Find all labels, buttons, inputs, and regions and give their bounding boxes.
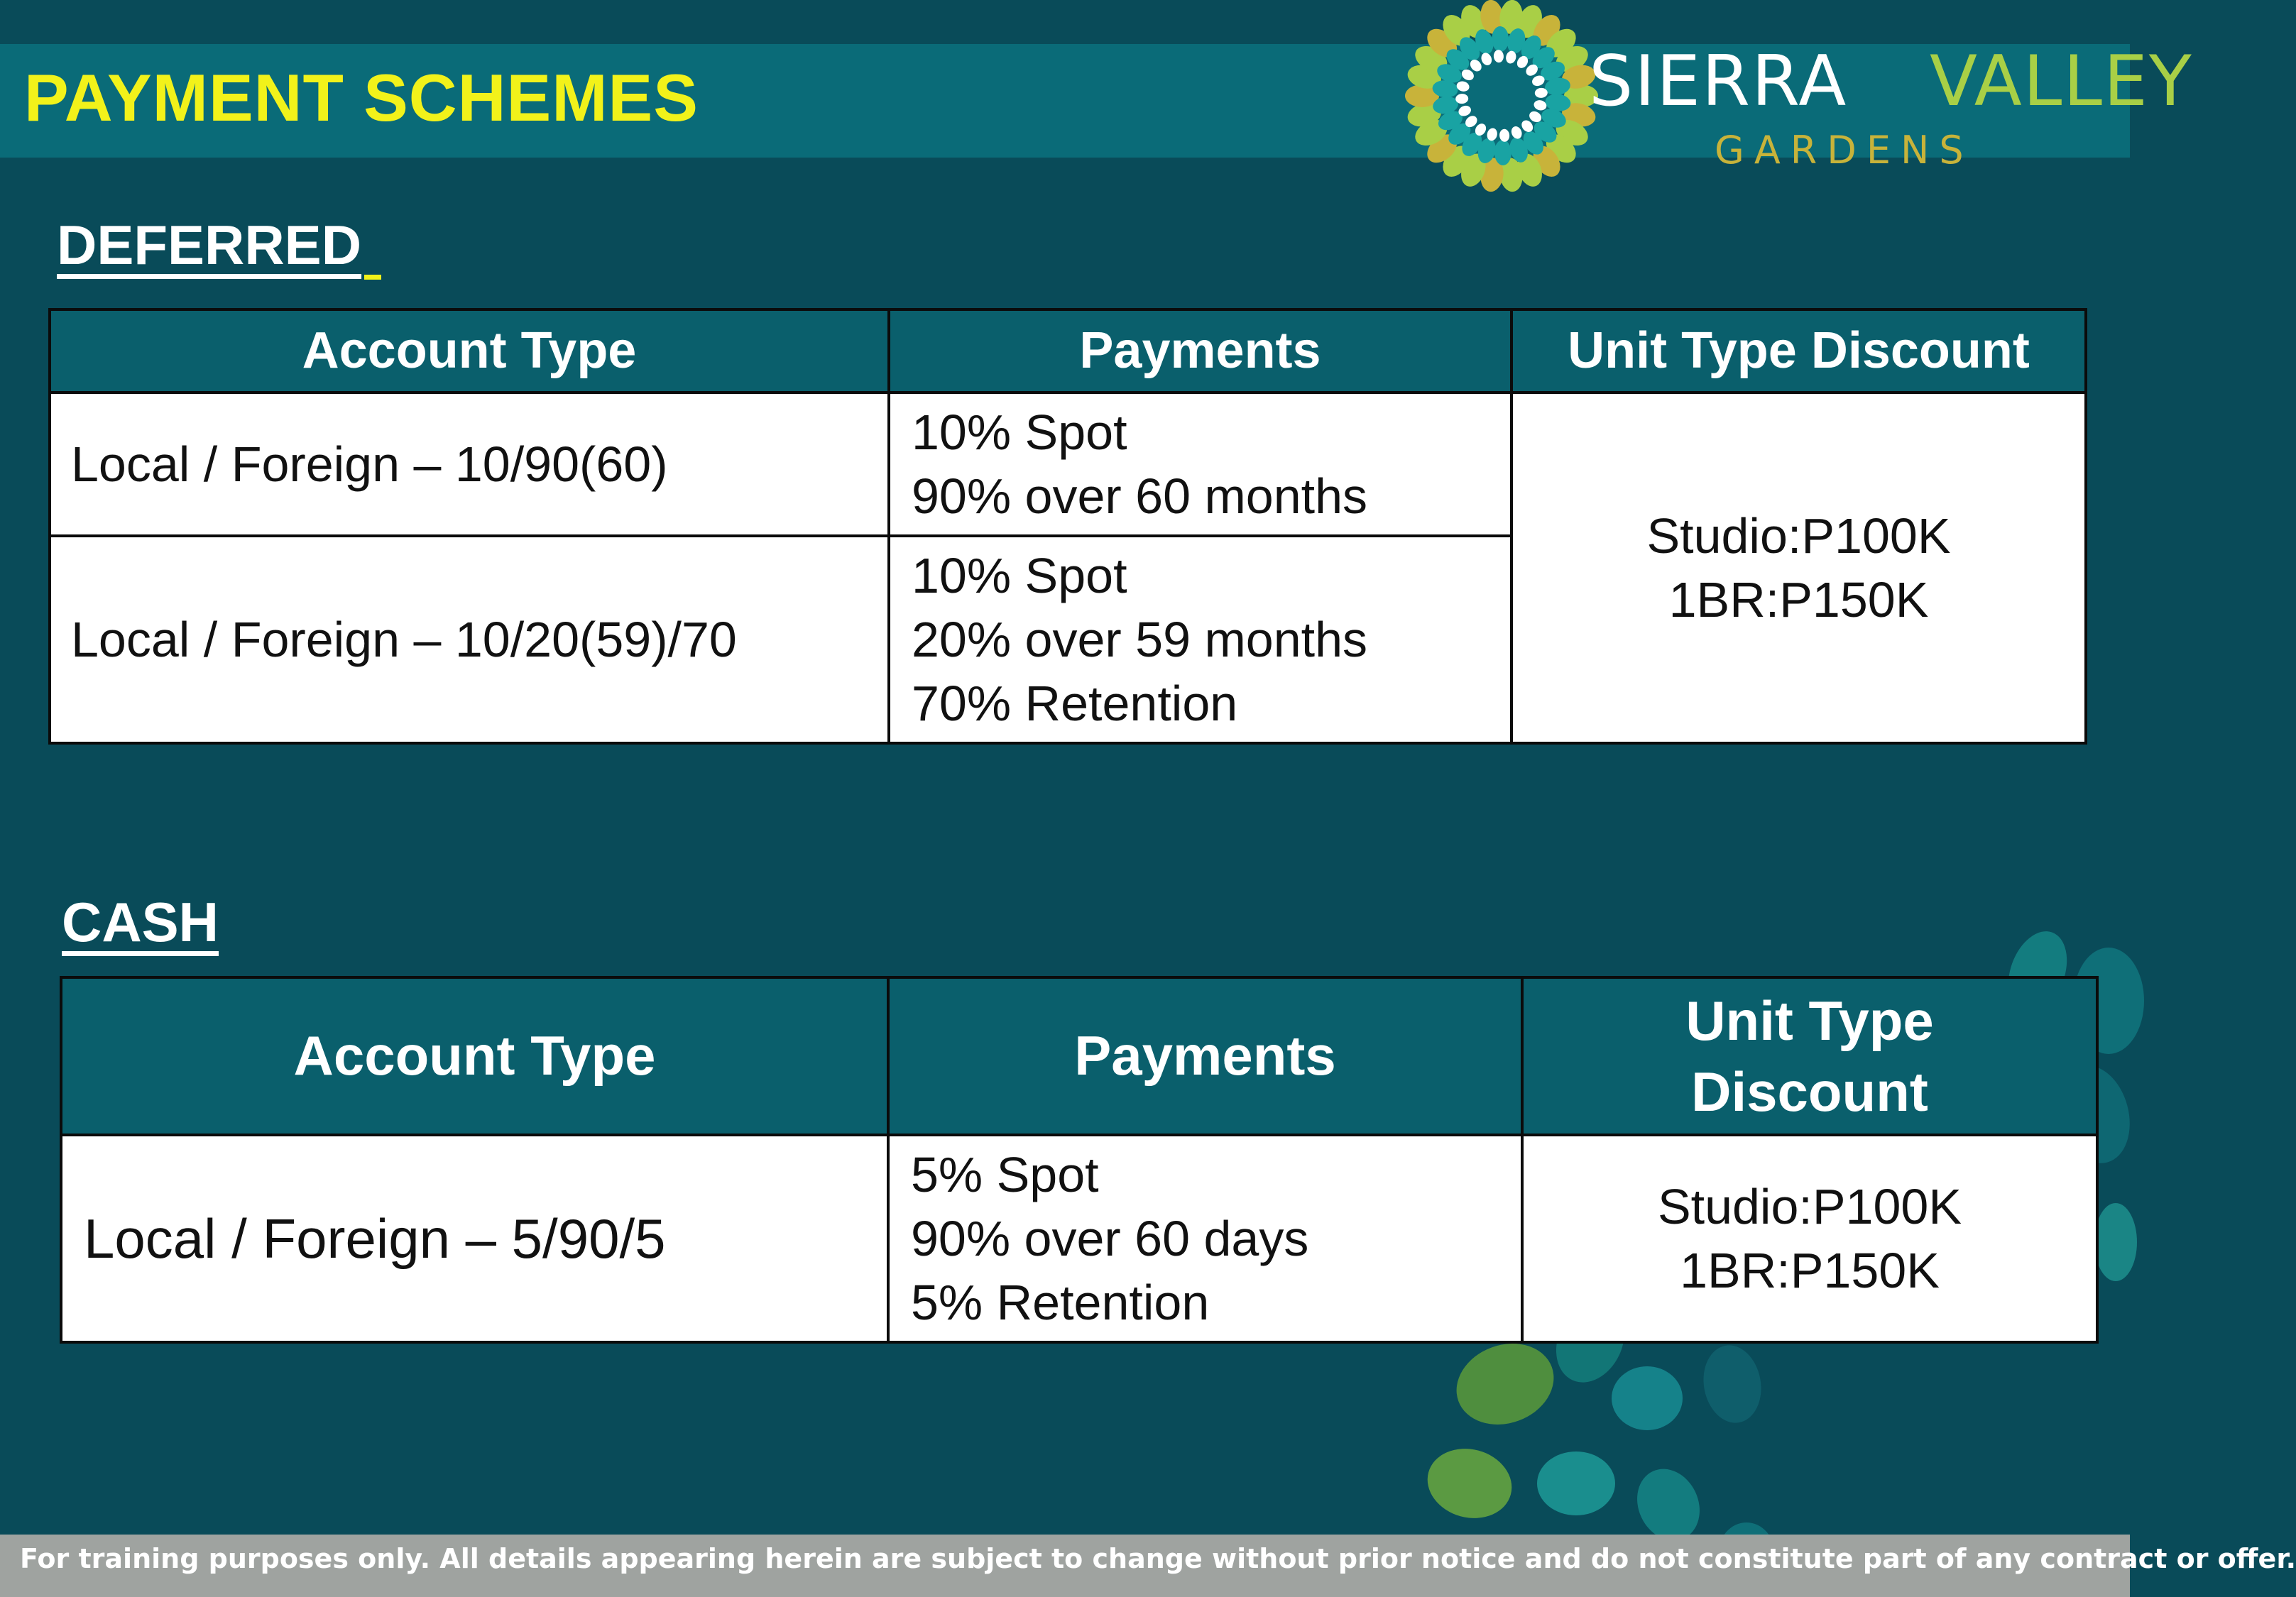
discount-line: 1BR:P150K xyxy=(1680,1243,1940,1298)
logo-petal xyxy=(1499,128,1509,142)
cash-table xyxy=(60,976,2099,1344)
table-header-row xyxy=(50,309,2086,393)
payment-line: 10% Spot xyxy=(912,548,1127,603)
payment-line: 10% Spot xyxy=(912,405,1127,460)
unit-type-discount-cell xyxy=(1522,1135,2097,1342)
header-line: Unit Type xyxy=(1685,989,1934,1052)
table-row xyxy=(61,1135,2097,1342)
footer-disclaimer: For training purposes only. All details appearing herein are subject to change without prior notice and do not constitute part of any contract or offer. xyxy=(20,1543,2296,1574)
payment-line: 20% over 59 months xyxy=(912,612,1368,667)
header-payments: Payments xyxy=(889,309,1511,393)
table-row xyxy=(50,393,2086,536)
payment-line: 5% Retention xyxy=(911,1275,1210,1330)
account-type-cell: Local / Foreign – 10/90(60) xyxy=(50,393,889,536)
header-unit-type-discount: Unit Type Discount xyxy=(1511,309,2086,393)
logo-petal xyxy=(1480,51,1494,67)
discount-line: Studio:P100K xyxy=(1646,508,1951,564)
logo-word-sierra: SIERRA xyxy=(1589,41,1848,122)
payments-cell xyxy=(889,536,1511,743)
logo-word-valley: VALLEY xyxy=(1930,41,2193,122)
payment-line: 70% Retention xyxy=(912,676,1238,731)
payment-line: 90% over 60 months xyxy=(912,468,1368,524)
discount-line: Studio:P100K xyxy=(1657,1179,1962,1234)
account-type-cell: Local / Foreign – 10/20(59)/70 xyxy=(50,536,889,743)
deferred-table xyxy=(48,308,2087,745)
unit-type-discount-cell xyxy=(1511,393,2086,743)
table-header-row xyxy=(61,977,2097,1135)
header-account-type: Account Type xyxy=(61,977,888,1135)
page-title: PAYMENT SCHEMES xyxy=(24,60,699,135)
deferred-section-title: DEFERRED xyxy=(57,213,381,280)
cash-section-title: CASH xyxy=(62,891,219,953)
payments-cell xyxy=(888,1135,1522,1342)
logo-petal xyxy=(1493,50,1504,63)
discount-line: 1BR:P150K xyxy=(1668,572,1929,627)
logo-petal xyxy=(1509,125,1524,141)
header-unit-type-discount xyxy=(1522,977,2097,1135)
payment-line: 90% over 60 days xyxy=(911,1211,1309,1266)
payment-line: 5% Spot xyxy=(911,1147,1099,1202)
header-payments: Payments xyxy=(888,977,1522,1135)
logo-word-gardens: GARDENS xyxy=(1715,128,1974,172)
header-line: Discount xyxy=(1691,1060,1928,1123)
account-type-cell: Local / Foreign – 5/90/5 xyxy=(61,1135,888,1342)
header-account-type: Account Type xyxy=(50,309,889,393)
payments-cell xyxy=(889,393,1511,536)
